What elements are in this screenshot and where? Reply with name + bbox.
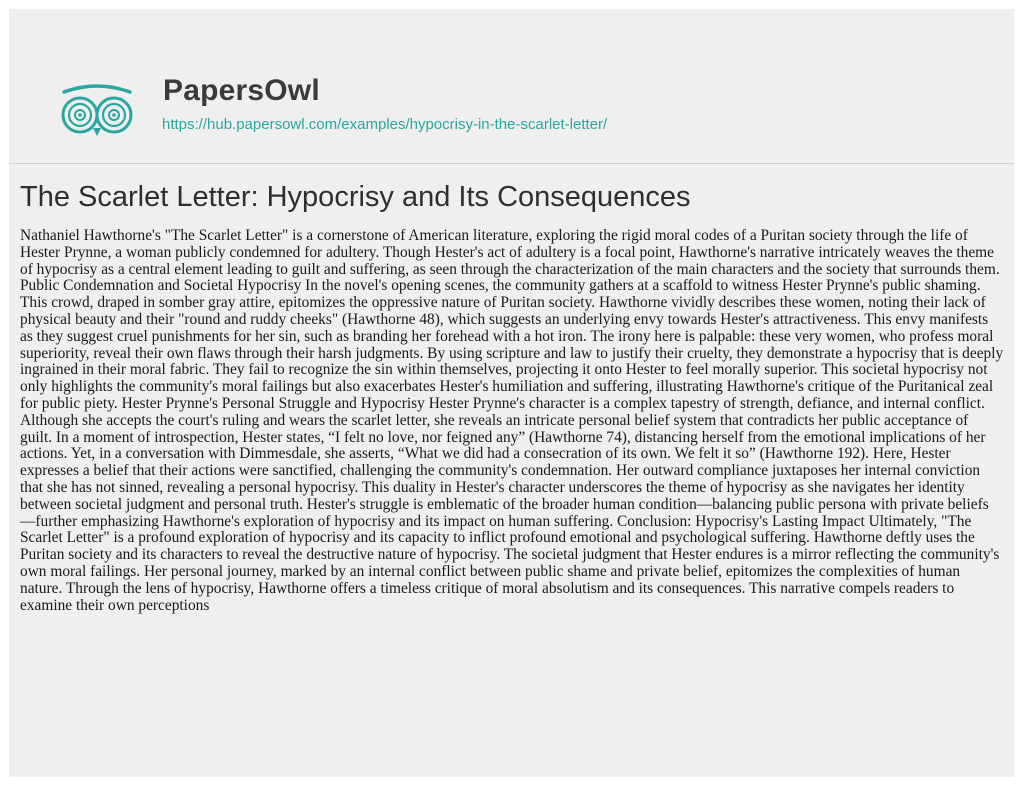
- brand-name: PapersOwl: [163, 74, 320, 107]
- article-body: Nathaniel Hawthorne's "The Scarlet Letter" is a cornerstone of American literature, exploring the rigid moral codes of a Puritan society through the life of Hester Prynne, a woman publicly condemned for adultery. Though Hester's act of adultery is a focal point, Hawthorne's narrative intricately weaves the theme of hypocrisy as a central element leading to guilt and suffering, as seen through the characterization of the main characters and the society that surrounds them. Public Condemnation and Societal Hypocrisy In the novel's opening scenes, the community gathers at a scaffold to witness Hester Prynne's public shaming. This crowd, draped in somber gray attire, epitomizes the oppressive nature of Puritan society. Hawthorne vividly describes these women, noting their lack of physical beauty and their "round and ruddy cheeks" (Hawthorne 48), which suggests an underlying envy towards Hester's attractiveness. This envy manifests as they suggest cruel punishments for her sin, such as branding her forehead with a hot iron. The irony here is palpable: these very women, who profess moral superiority, reveal their own flaws through their harsh judgments. By using scripture and law to justify their cruelty, they demonstrate a hypocrisy that is deeply ingrained in their moral fabric. They fail to recognize the sin within themselves, projecting it onto Hester to feel morally superior. This societal hypocrisy not only highlights the community's moral failings but also exacerbates Hester's humiliation and suffering, illustrating Hawthorne's critique of the Puritanical zeal for public piety. Hester Prynne's Personal Struggle and Hypocrisy Hester Prynne's character is a complex tapestry of strength, defiance, and internal conflict. Although she accepts the court's ruling and wears the scarlet letter, she reveals an intricate personal belief system that contradicts her public acceptance of guilt. In a moment of introspection, Hester states, “I felt no love, nor feigned any” (Hawthorne 74), distancing herself from the emotional implications of her actions. Yet, in a conversation with Dimmesdale, she asserts, “What we did had a consecration of its own. We felt it so” (Hawthorne 192). Here, Hester expresses a belief that their actions were sanctified, challenging the community's condemnation. Her outward compliance juxtaposes her internal conviction that she has not sinned, revealing a personal hypocrisy. This duality in Hester's character underscores the theme of hypocrisy as she navigates her identity between societal judgment and personal truth. Hester's struggle is emblematic of the broader human condition—balancing public persona with private beliefs—further emphasizing Hawthorne's exploration of hypocrisy and its impact on human suffering. Conclusion: Hypocrisy's Lasting Impact Ultimately, "The Scarlet Letter" is a profound exploration of hypocrisy and its capacity to inflict profound emotional and psychological suffering. Hawthorne deftly uses the Puritan society and its characters to reveal the destructive nature of hypocrisy. The societal judgment that Hester endures is a mirror reflecting the community's own moral failings. Her personal journey, marked by an internal conflict between public shame and private belief, epitomizes the complexities of human nature. Through the lens of hypocrisy, Hawthorne offers a timeless critique of moral absolutism and its consequences. This narrative compels readers to examine their own perceptions: [20, 227, 1004, 614]
- document-page: [9, 9, 1014, 777]
- header-divider: [9, 163, 1014, 164]
- owl-logo-icon: [58, 82, 136, 140]
- source-url-link[interactable]: https://hub.papersowl.com/examples/hypocrisy-in-the-scarlet-letter/: [162, 116, 608, 133]
- article-title: The Scarlet Letter: Hypocrisy and Its Consequences: [20, 181, 691, 213]
